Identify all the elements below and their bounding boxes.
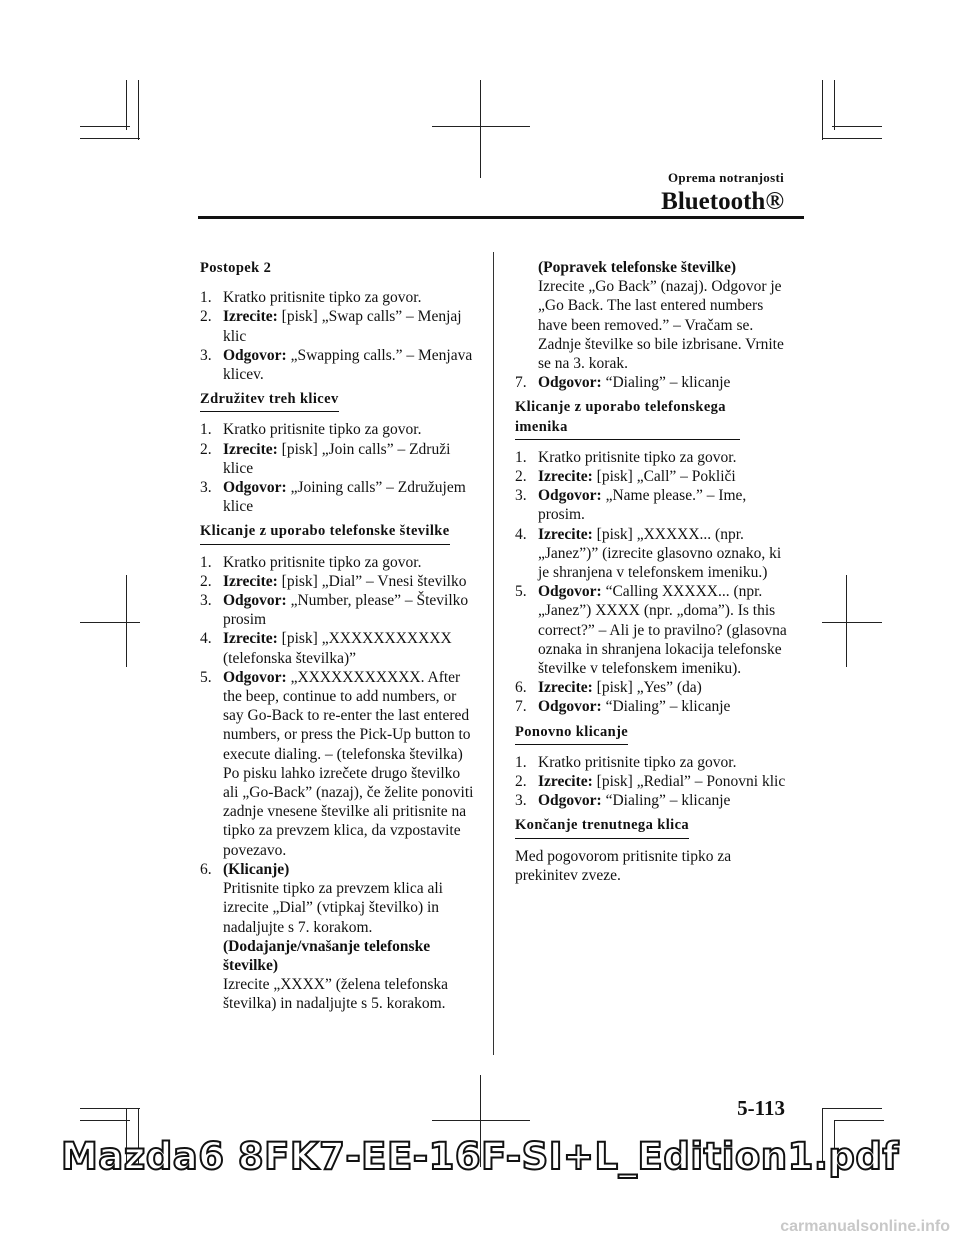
list-item: 2. Izrecite: [pisk] „Swap calls” – Menjaj klic (200, 308, 462, 345)
list-item: 2. Izrecite: [pisk] „Redial” – Ponovni klic (515, 773, 786, 791)
crop-mark (80, 138, 140, 139)
list-item: (Popravek telefonske številke) Izrecite „Go Back” (nazaj). Odgovor je „Go Back. The last entered numbers have been removed.” – Vračam se. Zadnje številke so bile izbrisane. Vrnite se na 3. korak. (538, 259, 784, 373)
crop-mark (432, 1120, 530, 1121)
crop-mark (822, 80, 823, 140)
crop-mark (822, 138, 882, 139)
list-item: 4. Izrecite: [pisk] „XXXXXXXXXXX (telefonska številka)” (200, 630, 452, 667)
heading-ponovno-klicanje: Ponovno klicanje (515, 723, 628, 745)
crop-mark (80, 126, 130, 127)
list-item: 6. Izrecite: [pisk] „Yes” (da) (515, 679, 702, 697)
list-item: 2. Izrecite: [pisk] „Call” – Pokliči (515, 468, 736, 486)
heading-klicanje-stevilka: Klicanje z uporabo telefonske številke (200, 522, 450, 544)
list-item: 2. Izrecite: [pisk] „Join calls” – Združi klice (200, 440, 451, 477)
crop-mark (822, 622, 882, 623)
list-item: 3. Odgovor: „Joining calls” – Združujem klice (200, 479, 466, 516)
list-item: 1. Kratko pritisnite tipko za govor. (200, 553, 422, 571)
list-item: 4. Izrecite: [pisk] „XXXXX... (npr. „Janez”)” (izrecite glasovno oznako, ki je shranjena v telefonskem imeniku.) (515, 525, 782, 582)
heading-klicanje-imenik: Klicanje z uporabo telefonskega imenika (515, 398, 740, 439)
right-column (515, 258, 795, 885)
header-rule (198, 216, 804, 219)
list-item: 5. Odgovor: “Calling XXXXX... (npr. „Janez”) XXXX (npr. „doma”). Is this correct?” – Ali je to pravilno? (glasovna oznaka in shranjena lokacija telefonske številke v telefonskem imeniku). (515, 583, 787, 678)
crop-mark (480, 80, 481, 178)
section-subtitle: Oprema notranjosti (667, 170, 784, 185)
paragraph: Med pogovorom pritisnite tipko za prekinitev zveze. (515, 847, 732, 884)
list-item: 3. Odgovor: „Swapping calls.” – Menjava klicev. (200, 346, 473, 384)
list-item: 7. Odgovor: “Dialing” – klicanje (515, 374, 731, 392)
heading-postopek: Postopek 2 (200, 260, 272, 276)
list-item: 3. Odgovor: “Dialing” – klicanje (515, 792, 731, 810)
list-item: 3. Odgovor: „Name please.” – Ime, prosim. (515, 487, 747, 524)
crop-mark (432, 126, 530, 127)
list-item: 1. Kratko pritisnite tipko za govor. (515, 448, 737, 466)
crop-mark (834, 1120, 884, 1121)
list-item: 1. Kratko pritisnite tipko za govor. (515, 753, 737, 771)
page-number: 5-113 (737, 1096, 785, 1120)
crop-mark (822, 1108, 882, 1109)
list-item: 1. Kratko pritisnite tipko za govor. (200, 289, 422, 307)
list-item: 5. Odgovor: „XXXXXXXXXXX. After the beep, continue to add numbers, or say Go-Back to re-enter the last entered numbers, or press the Pick-Up button to execute dialing. – (telefonska številka) Po pisku lahko izrečete drugo številko ali „Go-Back” (nazaj), če želite ponoviti zadnje vnesene številke ali pritisnite na tipko za prevzem klica, da vzpostavite povezavo. (200, 668, 474, 859)
watermark: carmanualsonline.info (780, 1218, 950, 1235)
crop-mark (80, 1120, 130, 1121)
list-item: 7. Odgovor: “Dialing” – klicanje (515, 698, 731, 716)
heading-koncanje: Končanje trenutnega klica (515, 816, 689, 838)
heading-zdruzitev: Združitev treh klicev (200, 390, 339, 412)
page-title: Bluetooth® (661, 188, 784, 215)
crop-mark (126, 80, 127, 130)
crop-mark (126, 575, 127, 667)
footer-filename: Mazda6 8FK7-EE-16F-SI+L_Edition1.pdf (60, 1135, 900, 1178)
crop-mark (846, 575, 847, 667)
crop-mark (832, 126, 882, 127)
crop-mark (834, 80, 835, 130)
list-item: 3. Odgovor: „Number, please” – Številko prosim (200, 592, 469, 629)
left-column (200, 258, 478, 1014)
crop-mark (138, 80, 139, 140)
crop-mark (80, 622, 140, 623)
list-item: 1. Kratko pritisnite tipko za govor. (200, 421, 422, 439)
crop-mark (80, 1108, 140, 1109)
list-item: 6. (Klicanje) Pritisnite tipko za prevzem klica ali izrecite „Dial” (vtipkaj številko) in nadaljujte s 7. korakom. (Dodajanje/vnašanje telefonske številke) Izrecite „XXXX” (želena telefonska številka) in nadaljujte s 5. korakom. (200, 860, 449, 1013)
column-divider (493, 252, 494, 1055)
list-item: 2. Izrecite: [pisk] „Dial” – Vnesi številko (200, 572, 467, 590)
